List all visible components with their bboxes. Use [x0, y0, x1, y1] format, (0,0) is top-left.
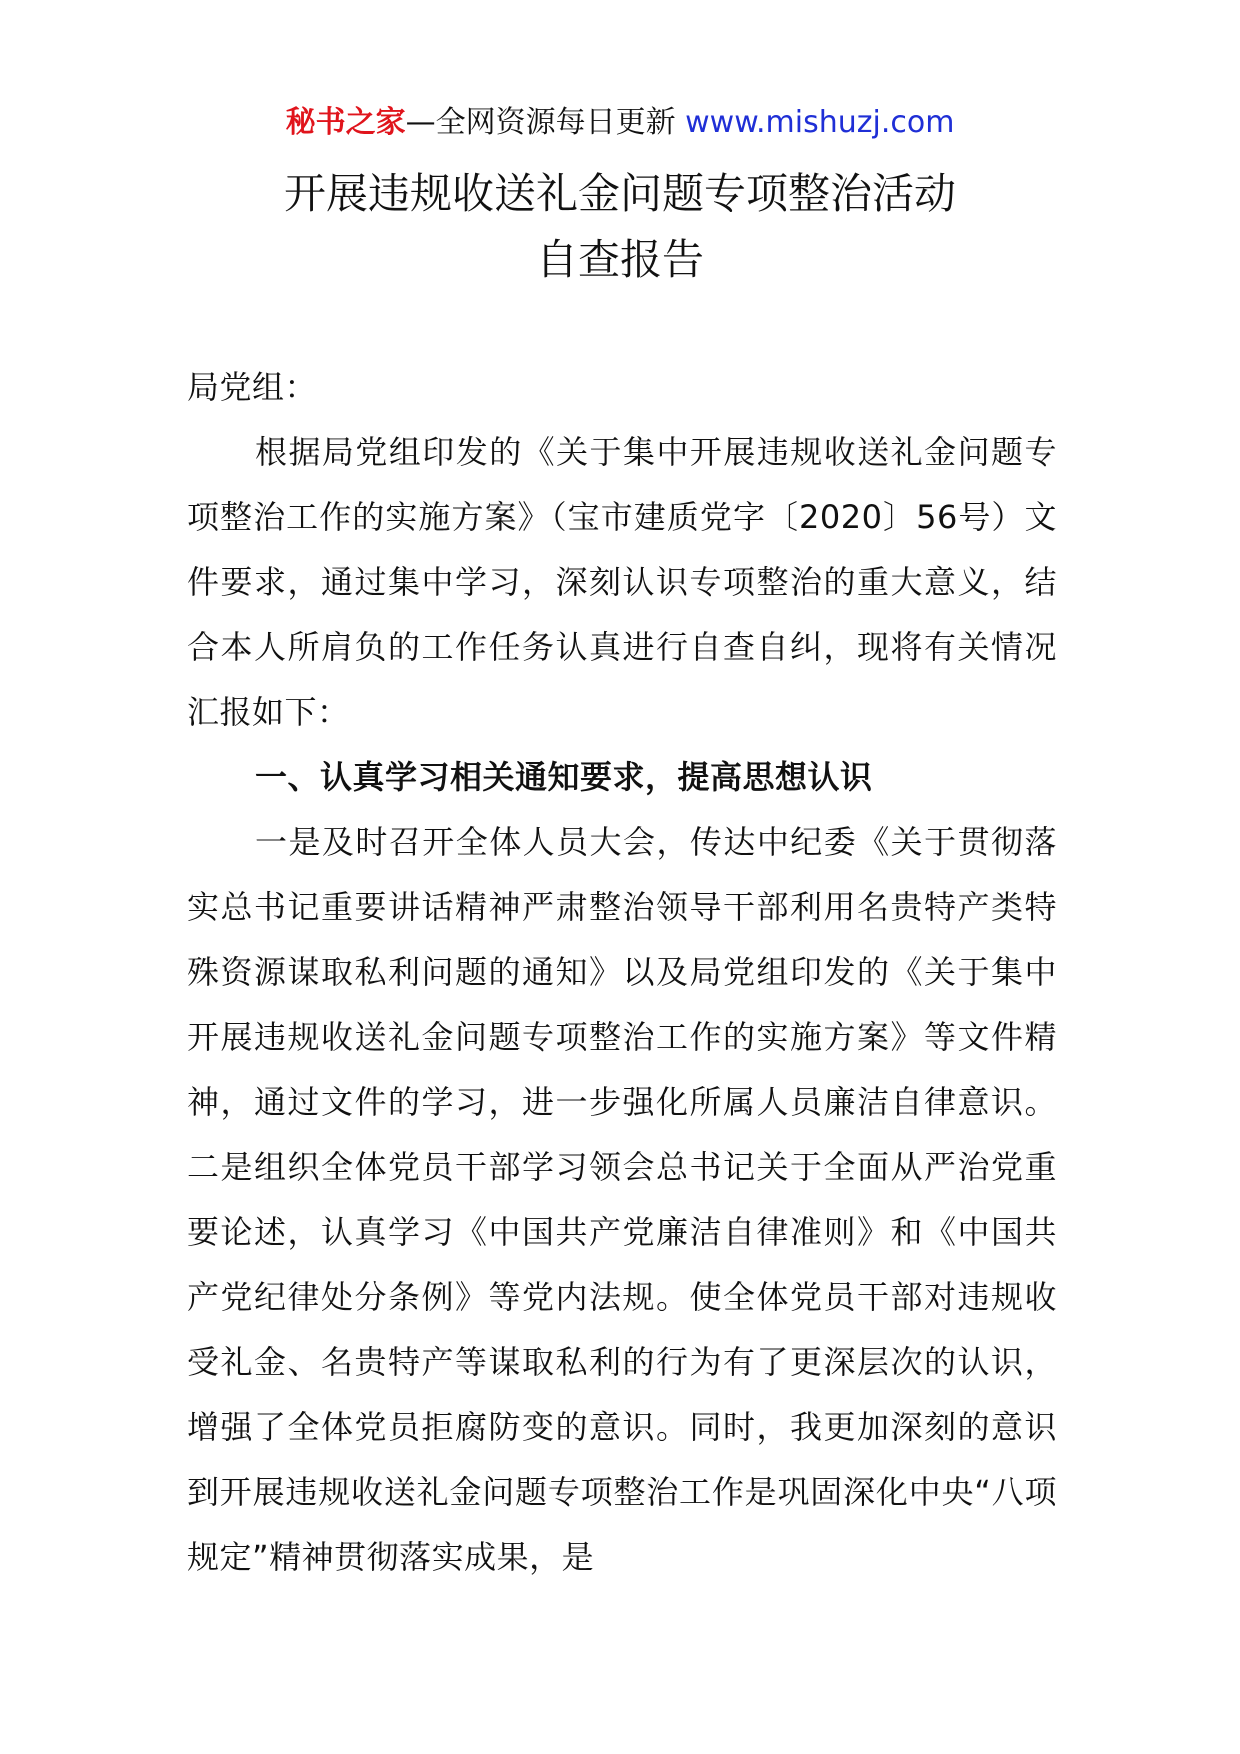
body-paragraph: 一是及时召开全体人员大会，传达中纪委《关于贯彻落实总书记重要讲话精神严肃整治领导干部利用名贵特产类特殊资源谋取私利问题的通知》以及局党组印发的《关于集中开展违规收送礼金问题专项整治工作的实施方案》等文件精神，通过文件的学习，进一步强化所属人员廉洁自律意识。二是组织全体党员干部学习领会总书记关于全面从严治党重要论述，认真学习《中国共产党廉洁自律准则》和《中国共产党纪律处分条例》等党内法规。使全体党员干部对违规收受礼金、名贵特产等谋取私利的行为有了更深层次的认识，增强了全体党员拒腐防变的意识。同时，我更加深刻的意识到开展违规收送礼金问题专项整治工作是巩固深化中央“八项规定”精神贯彻落实成果，是 [187, 823, 1057, 1576]
section-heading: 一、认真学习相关通知要求，提高思想认识 [255, 758, 873, 796]
site-header [0, 100, 1240, 146]
document-title-line-1: 开展违规收送礼金问题专项整治活动 [283, 169, 956, 218]
intro-paragraph: 根据局党组印发的《关于集中开展违规收送礼金问题专项整治工作的实施方案》（宝市建质党字〔2020〕56号）文件要求，通过集中学习，深刻认识专项整治的重大意义，结合本人所肩负的工作任务认真进行自查自纠，现将有关情况汇报如下： [187, 433, 1057, 731]
header-tagline: —全网资源每日更新 [405, 105, 686, 140]
site-url-link[interactable]: www.mishuzj.com [685, 105, 955, 140]
document-body [187, 420, 1057, 1590]
brand-name: 秘书之家 [285, 105, 406, 140]
salutation: 局党组： [187, 368, 318, 406]
document-title-line-2: 自查报告 [535, 235, 704, 284]
